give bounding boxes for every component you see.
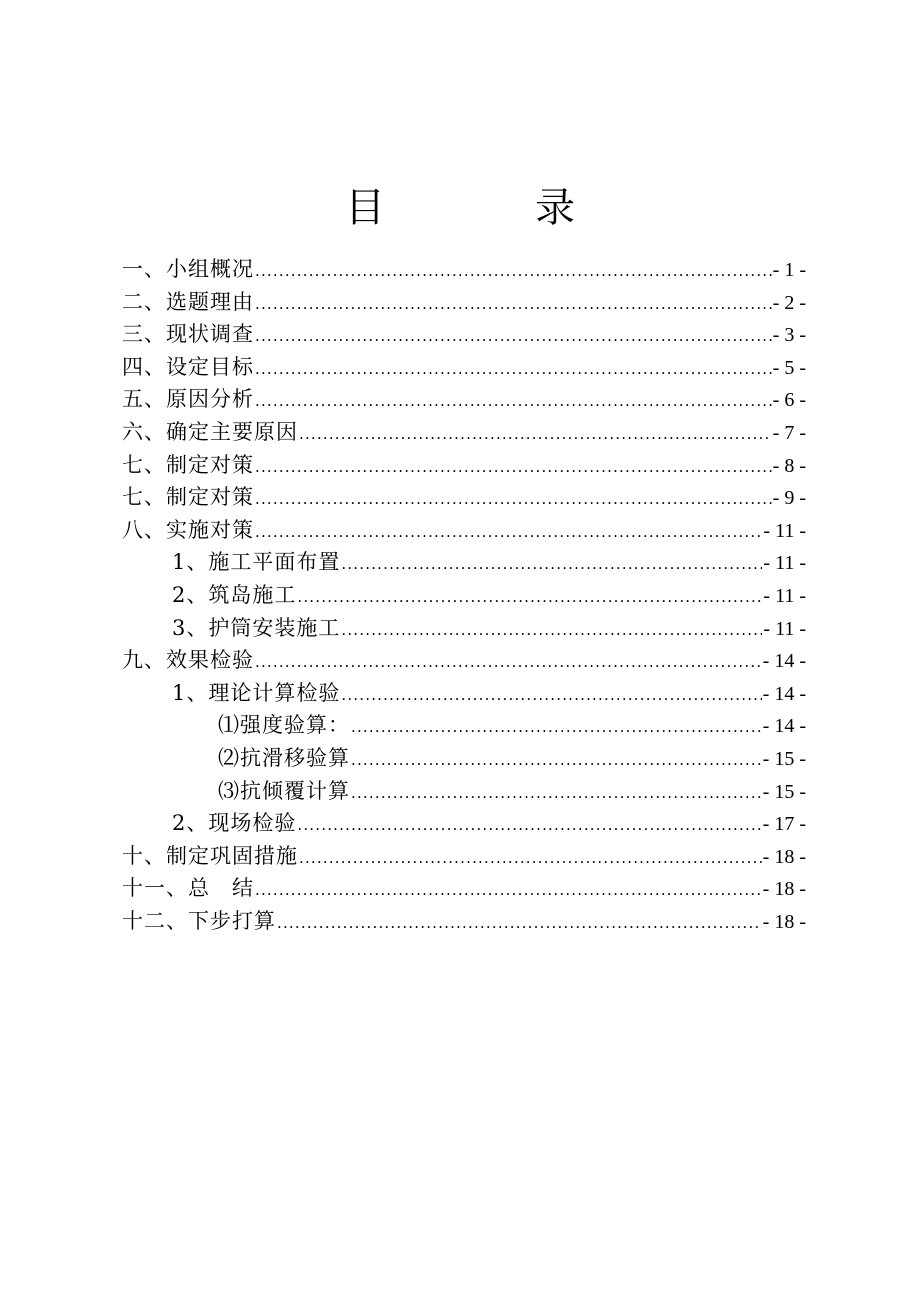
toc-dot-leader [351,744,762,777]
toc-entry-page-number: - 18 - [762,845,806,868]
toc-dot-leader [255,516,762,549]
toc-entry-label: 十一、总 结 [122,876,254,901]
toc-entry-page-number: - 7 - [772,421,806,444]
toc-entry-page-number: - 11 - [763,552,806,575]
toc-entry[interactable] [122,775,806,808]
toc-entry-label: 五、原因分析 [122,387,254,412]
toc-entry[interactable] [122,286,806,319]
toc-entry-label: 二、选题理由 [122,289,254,314]
toc-entry-label: 一、小组概况 [122,257,254,281]
toc-entry-label: 八、实施对策 [122,517,254,542]
toc-dot-leader [255,320,772,353]
toc-entry[interactable] [122,318,806,351]
title-char-2: 录 [535,185,575,231]
toc-dot-leader [299,418,772,451]
toc-dot-leader [341,614,762,647]
toc-entry-label: ⑴强度验算： [218,713,350,738]
toc-entry[interactable] [122,905,806,938]
toc-entry-page-number: - 15 - [762,780,806,803]
toc-entry-page-number: - 11 - [763,584,806,607]
toc-dot-leader [255,451,772,484]
toc-entry-label: 四、设定目标 [122,354,254,379]
toc-entry[interactable] [122,416,806,449]
toc-dot-leader [255,255,772,288]
toc-entry-page-number: - 11 - [763,617,806,640]
toc-entry-label: ⑶抗倾覆计算 [218,778,350,803]
toc-dot-leader [351,711,762,744]
toc-dot-leader [255,385,772,418]
toc-entry[interactable] [122,351,806,384]
toc-entry[interactable] [122,742,806,775]
toc-entry-label: 1、理论计算检验 [172,680,341,705]
toc-entry-page-number: - 2 - [772,291,806,314]
page-title [0,178,920,238]
toc-entry[interactable] [122,449,806,482]
toc-entry-page-number: - 14 - [762,650,806,673]
toc-entry-page-number: - 11 - [763,519,806,542]
toc-entry-label: 3、护筒安装施工 [172,615,341,640]
toc-entry-page-number: - 14 - [762,682,806,705]
toc-entry-page-number: - 3 - [772,324,806,347]
toc-entry-label: 三、现状调查 [122,322,254,347]
toc-dot-leader [297,581,762,614]
toc-entry[interactable] [122,807,806,840]
toc-entry[interactable] [122,383,806,416]
toc-entry[interactable] [122,579,806,612]
toc-dot-leader [341,679,761,712]
toc-entry[interactable] [122,253,806,286]
toc-dot-leader [297,809,761,842]
toc-dot-leader [255,874,762,907]
toc-entry[interactable] [122,612,806,645]
toc-dot-leader [277,907,762,940]
toc-entry[interactable] [122,481,806,514]
toc-dot-leader [299,842,762,875]
toc-entry-label: 六、确定主要原因 [122,419,298,444]
toc-entry[interactable] [122,514,806,547]
toc-entry-page-number: - 8 - [772,454,806,477]
toc-entry[interactable] [122,677,806,710]
toc-entry-page-number: - 18 - [762,878,806,901]
toc-dot-leader [255,483,772,516]
toc-dot-leader [255,646,762,679]
toc-entry-label: 2、筑岛施工 [172,582,297,607]
toc-entry-label: 十、制定巩固措施 [122,843,298,868]
toc-entry[interactable] [122,644,806,677]
toc-entry[interactable] [122,840,806,873]
toc-dot-leader [351,777,762,810]
toc-entry-page-number: - 18 - [762,910,806,933]
toc-entry-label: 十二、下步打算 [122,908,276,933]
toc-entry-page-number: - 1 - [772,259,806,281]
toc-entry-label: 1、施工平面布置 [172,550,341,575]
toc-entry-page-number: - 14 - [762,715,806,738]
toc-dot-leader [255,353,772,386]
toc-entry-label: 七、制定对策 [122,485,254,510]
toc-entry-label: 2、现场检验 [172,811,297,836]
toc-entry[interactable] [122,872,806,905]
toc-entry-label: 七、制定对策 [122,452,254,477]
toc-entry-page-number: - 9 - [772,487,806,510]
toc-entry-label: ⑵抗滑移验算 [218,745,350,770]
toc-entry-page-number: - 5 - [772,356,806,379]
table-of-contents [122,253,806,937]
toc-entry-label: 九、效果检验 [122,648,254,673]
toc-dot-leader [255,288,772,321]
toc-dot-leader [341,548,762,581]
toc-entry[interactable] [122,546,806,579]
toc-entry-page-number: - 17 - [762,813,806,836]
title-char-1: 目 [345,185,385,231]
toc-entry-page-number: - 15 - [762,747,806,770]
toc-entry[interactable] [122,709,806,742]
toc-entry-page-number: - 6 - [772,389,806,412]
